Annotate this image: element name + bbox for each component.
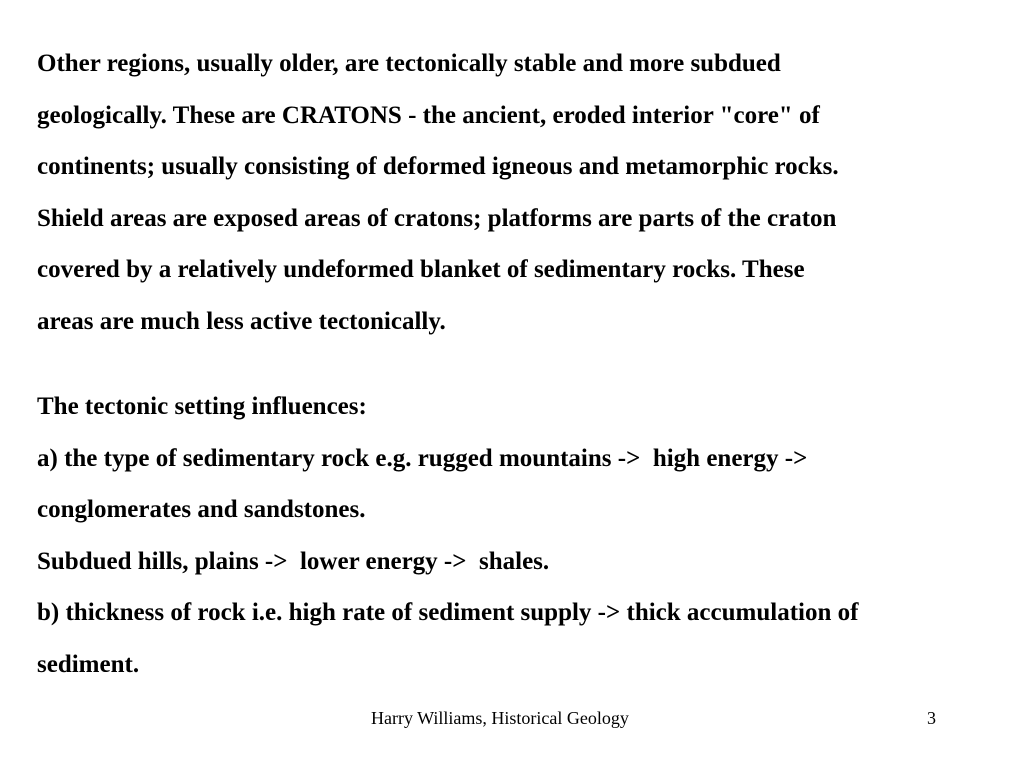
text-line: The tectonic setting influences: xyxy=(37,393,367,420)
text-line: b) thickness of rock i.e. high rate of sediment supply -> thick accumulation of xyxy=(37,599,859,626)
slide-body xyxy=(37,38,997,690)
text-line: covered by a relatively undeformed blanket of sedimentary rocks. These xyxy=(37,256,805,283)
text-line: Subdued hills, plains -> lower energy -> shales. xyxy=(37,547,550,575)
text-line: Other regions, usually older, are tectonically stable and more subdued xyxy=(37,50,781,77)
page-number: 3 xyxy=(927,708,936,728)
text-line: conglomerates and sandstones. xyxy=(37,496,366,523)
text-line: continents; usually consisting of deformed igneous and metamorphic rocks. xyxy=(37,153,839,180)
footer-source: Harry Williams, Historical Geology xyxy=(371,708,629,728)
text-line: sediment. xyxy=(37,650,140,678)
text-line: Shield areas are exposed areas of cratons; platforms are parts of the craton xyxy=(37,204,837,232)
paragraph-spacer xyxy=(37,347,997,381)
text-line: areas are much less active tectonically. xyxy=(37,307,446,335)
paragraph-cratons xyxy=(37,38,997,347)
text-line: geologically. These are CRATONS - the ancient, eroded interior "core" of xyxy=(37,101,820,129)
text-line: a) the type of sedimentary rock e.g. rugged mountains -> high energy -> xyxy=(37,444,808,472)
paragraph-tectonic-setting xyxy=(37,381,997,690)
